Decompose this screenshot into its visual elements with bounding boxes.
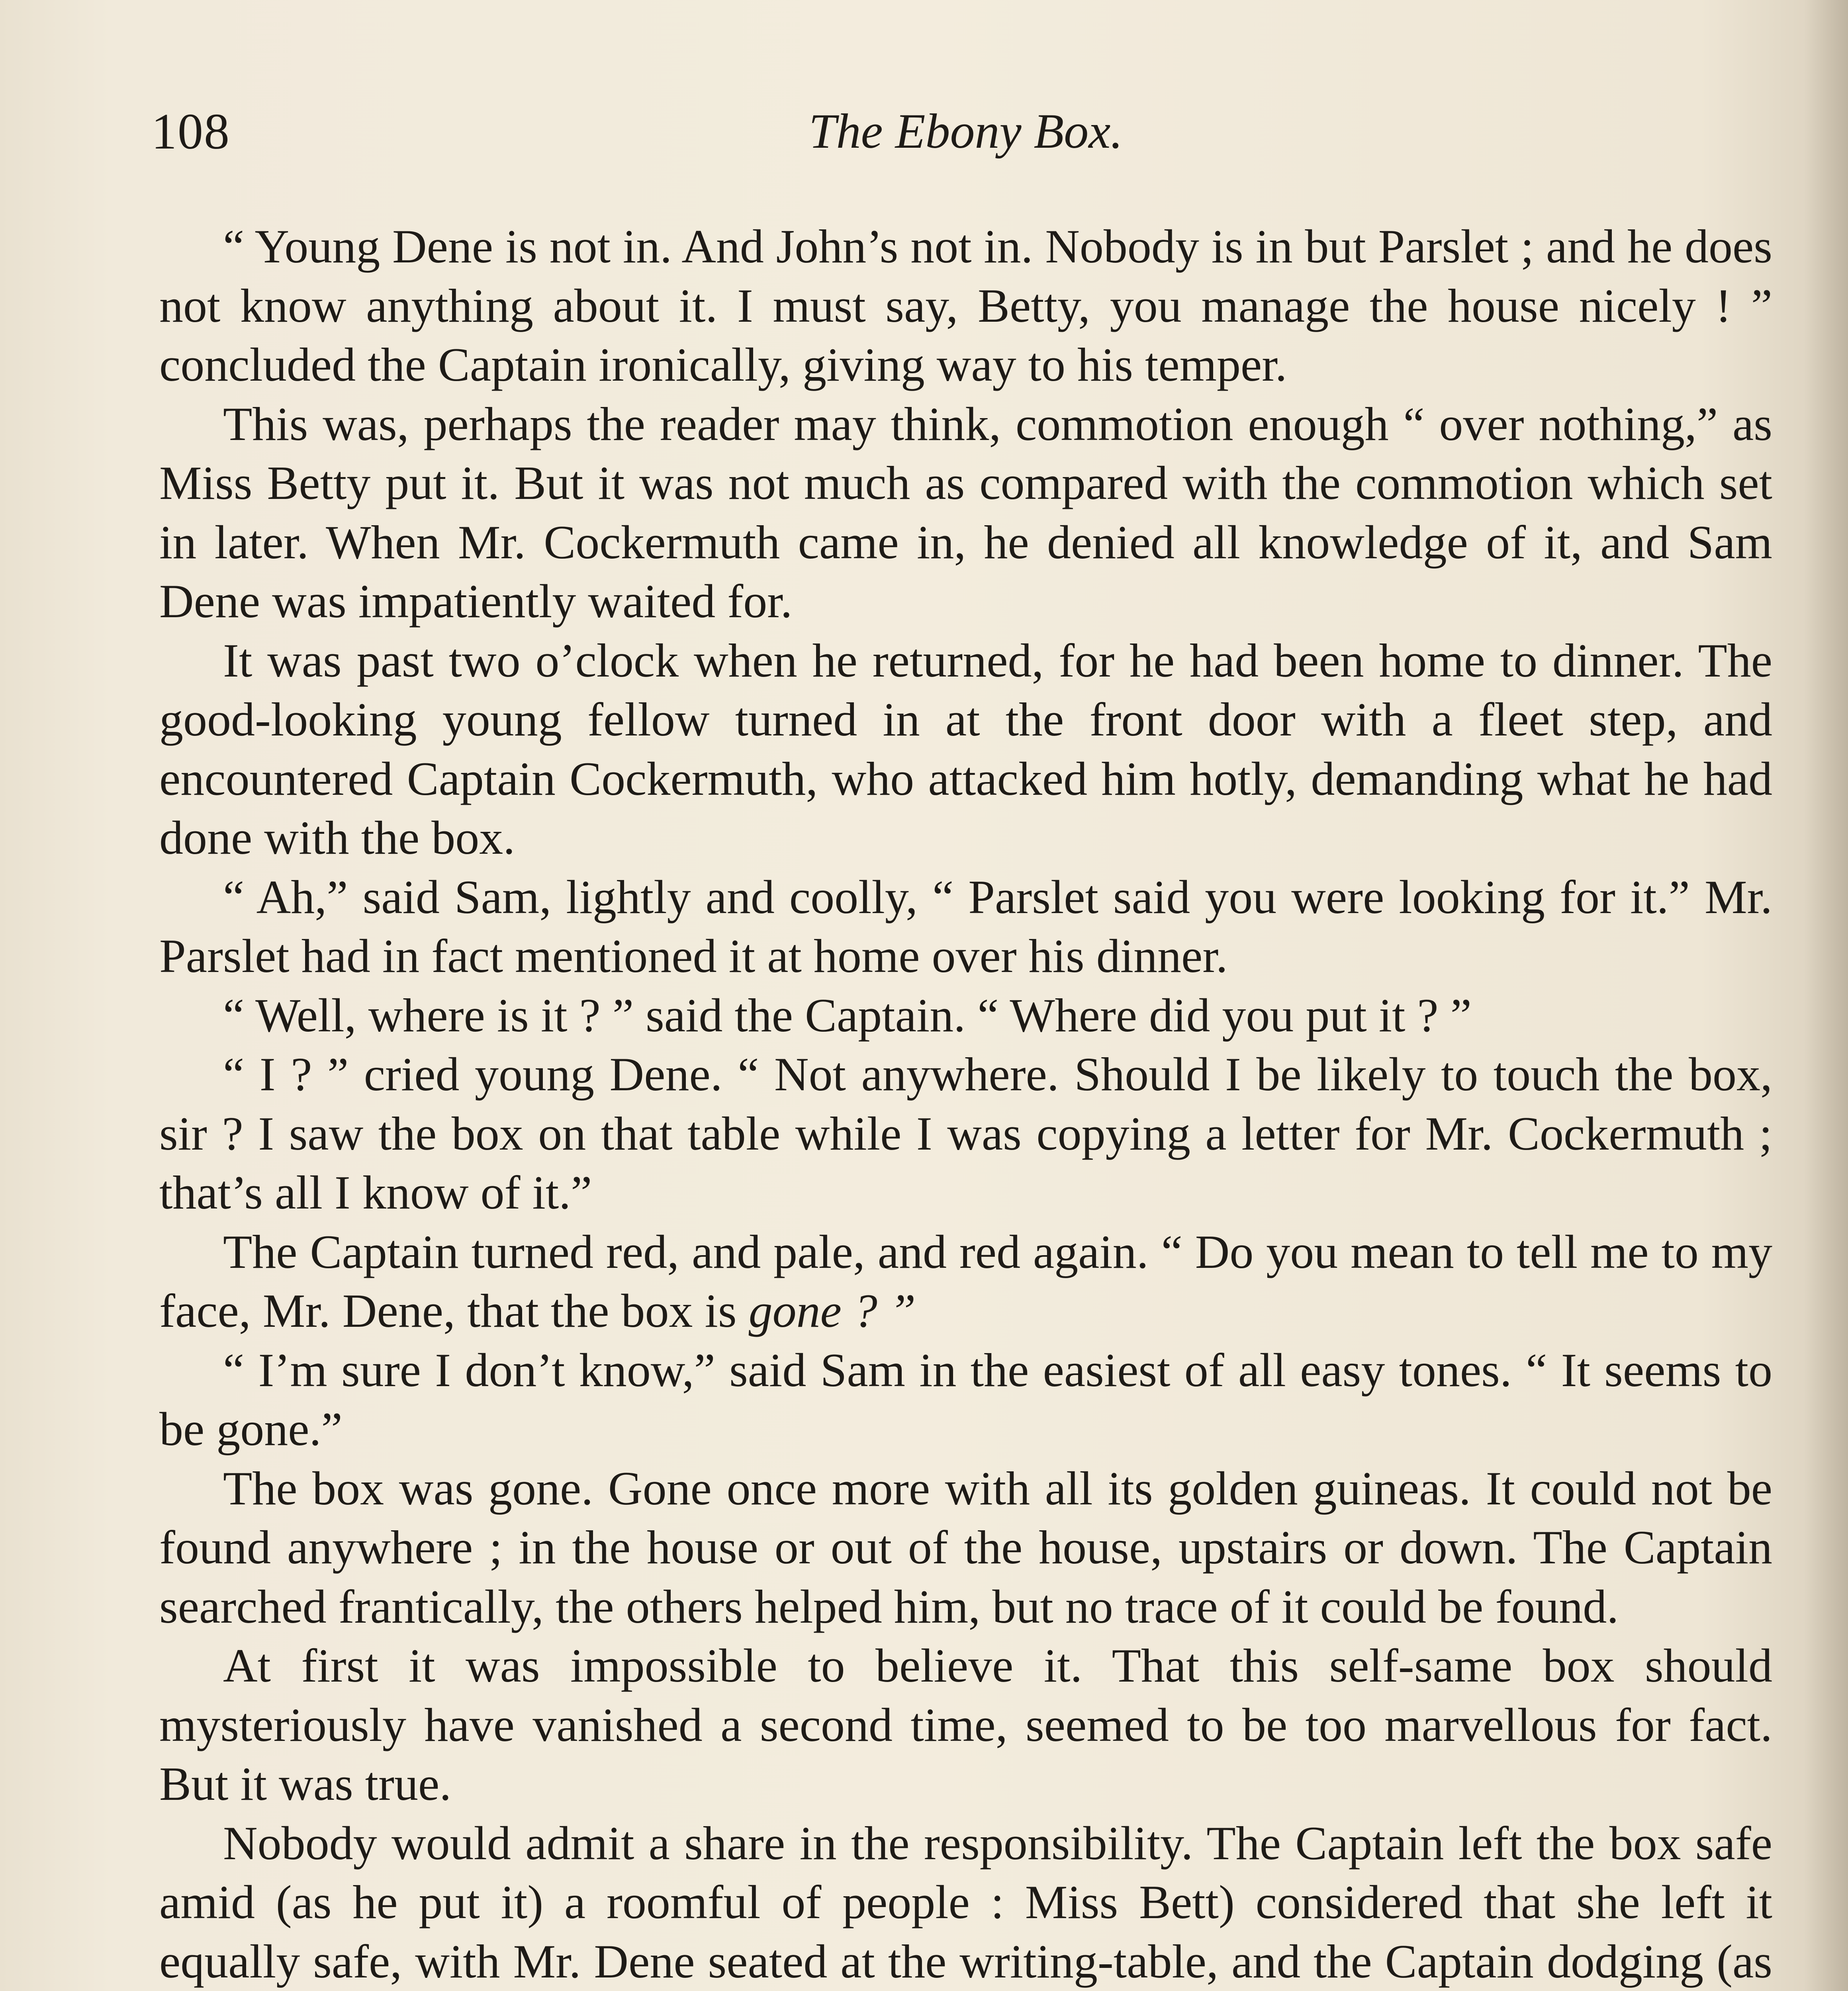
- paragraph: “ Young Dene is not in. And John’s not in. Nobody is in but Parslet ; and he does not know anything about it. I must say, Betty, you manage the house nicely ! ” concluded the Captain ironically, giving way to his temper.: [159, 220, 1772, 391]
- paragraph: “ I ? ” cried young Dene. “ Not anywhere. Should I be likely to touch the box, sir ? I saw the box on that table while I was copying a letter for Mr. Cockermuth ; that’s all I know of it.”: [159, 1048, 1772, 1219]
- paragraph: “ I’m sure I don’t know,” said Sam in the easiest of all easy tones. “ It seems to be gone.”: [159, 1343, 1772, 1455]
- paragraph: It was past two o’clock when he returned, for he had been home to dinner. The good-looking young fellow turned in at the front door with a fleet step, and encountered Captain Cockermuth, who attacked him hotly, demanding what he had done with the box.: [159, 634, 1772, 864]
- body-text: [159, 217, 1772, 1991]
- paragraph: At first it was impossible to believe it. That this self-same box should mysteriously have vanished a second time, seemed to be too marvellous for fact. But it was true.: [159, 1639, 1772, 1810]
- running-head: [151, 96, 1780, 167]
- paragraph: The Captain turned red, and pale, and red again. “ Do you mean to tell me to my face, Mr. Dene, that the box is gone ? ”: [159, 1225, 1772, 1337]
- paragraph: “ Well, where is it ? ” said the Captain. “ Where did you put it ? ”: [223, 988, 1472, 1042]
- paragraph: Nobody would admit a share in the responsibility. The Captain left the box safe amid (as he put it) a roomful of people : Miss Bett) considered that she left it equally safe, with Mr. Dene seated at the writing-table, and the Captain dodging (as: [159, 1816, 1772, 1988]
- paragraph: The box was gone. Gone once more with all its golden guineas. It could not be found anywhere ; in the house or out of the house, upstairs or down. The Captain searched frantically, the others helped him, but no trace of it could be found.: [159, 1461, 1772, 1633]
- paragraph: “ Ah,” said Sam, lightly and coolly, “ Parslet said you were looking for it.” Mr. Parslet had in fact mentioned it at home over his dinner.: [159, 870, 1772, 982]
- paragraph: This was, perhaps the reader may think, commotion enough “ over nothing,” as Miss Betty put it. But it was not much as compared with the commotion which set in later. When Mr. Cockermuth came in, he denied all knowledge of it, and Sam Dene was impatiently waited for.: [159, 397, 1772, 628]
- page-number: 108: [151, 103, 230, 160]
- page-edge-shadow: [1804, 0, 1848, 1991]
- italic-word: gone ? ”: [748, 1284, 916, 1337]
- running-title: The Ebony Box.: [808, 104, 1123, 158]
